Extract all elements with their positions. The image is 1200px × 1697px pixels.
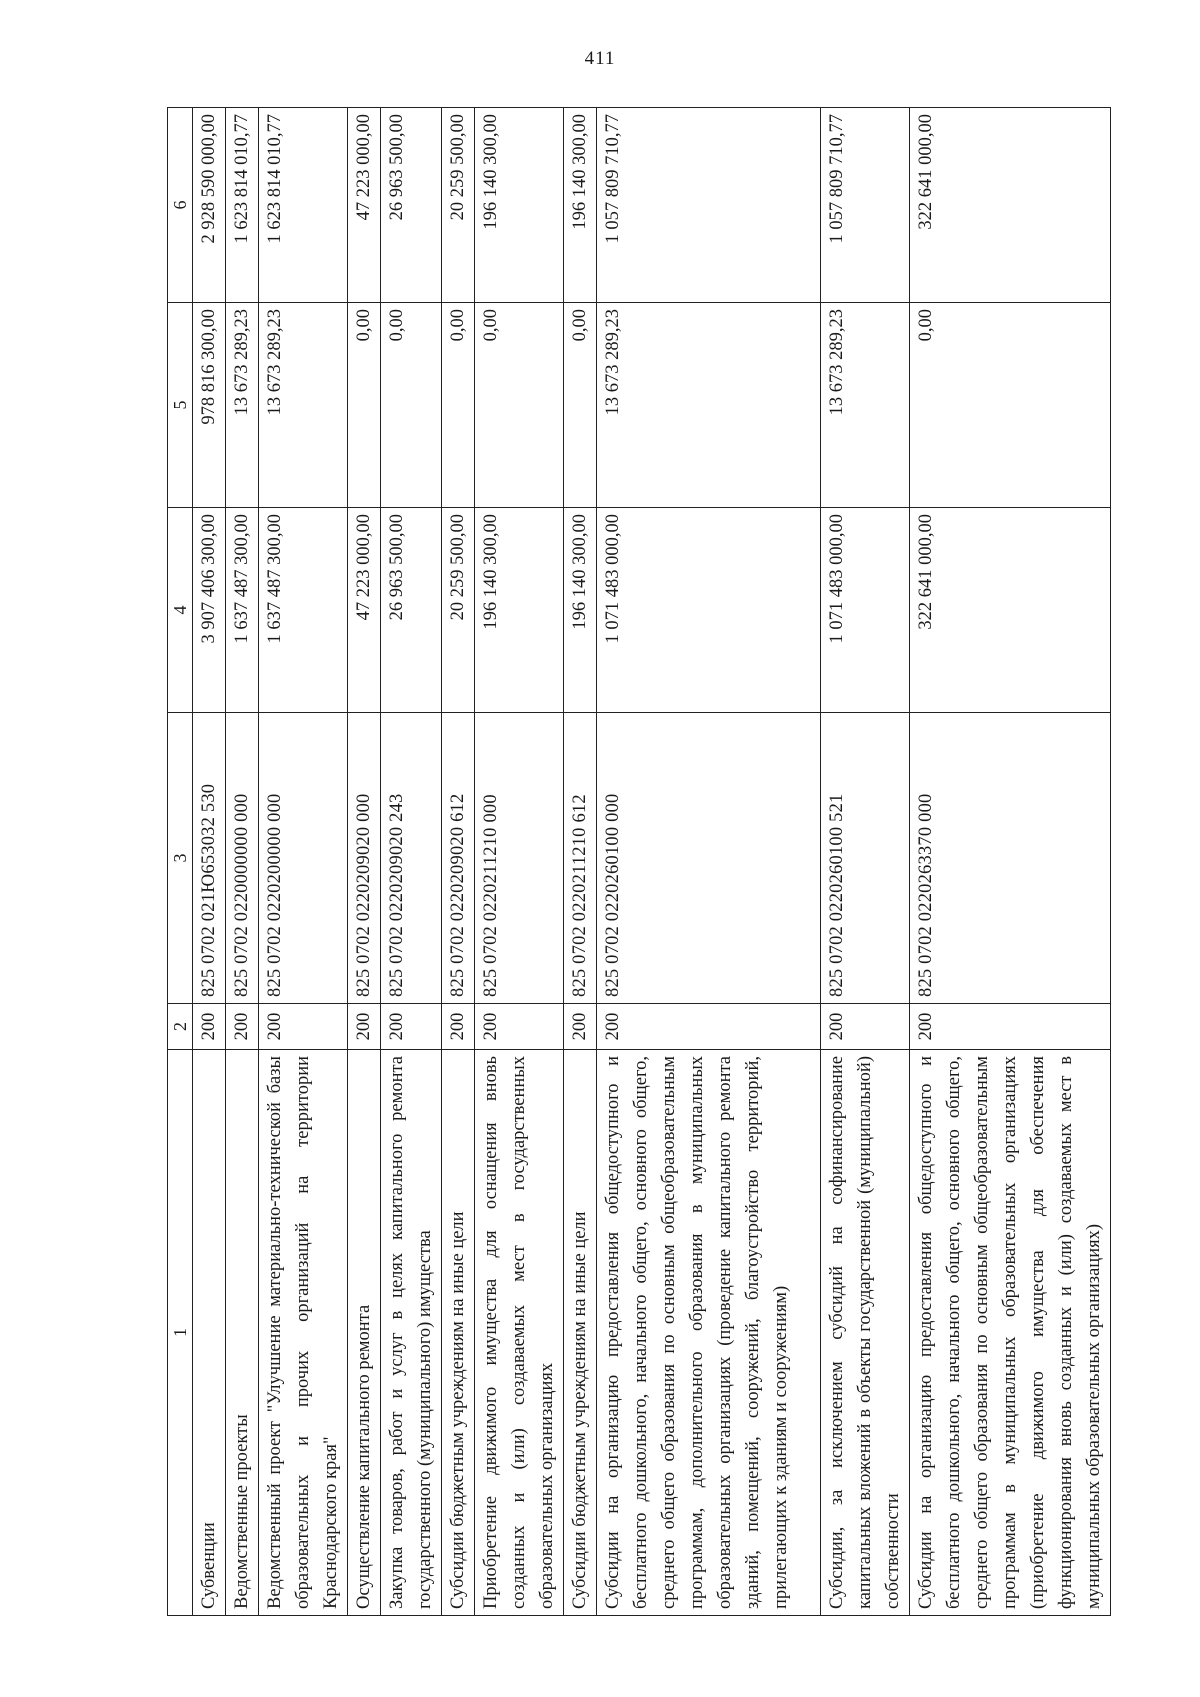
row-col5-cell: 0,00	[910, 303, 1111, 508]
row-col4-cell: 1 637 487 300,00	[226, 508, 259, 713]
table-row	[475, 108, 564, 1616]
budget-table	[167, 107, 1111, 1616]
row-col6-cell: 20 259 500,00	[442, 108, 475, 303]
row-col6-cell: 2 928 590 000,00	[193, 108, 226, 303]
row-col6-cell: 196 140 300,00	[475, 108, 564, 303]
row-code-cell: 200	[381, 1004, 442, 1050]
table-row	[381, 108, 442, 1616]
row-name-cell: Субсидии, за исключением субсидий на софинансирование капитальных вложений в объекты государственной (муниципальной) собственности	[821, 1050, 910, 1616]
row-col4-cell: 1 637 487 300,00	[259, 508, 348, 713]
row-name-cell: Ведомственные проекты	[226, 1050, 259, 1616]
row-code-cell: 200	[348, 1004, 381, 1050]
budget-table-frame	[167, 108, 1104, 1616]
row-col5-cell: 978 816 300,00	[193, 303, 226, 508]
row-kbk-cell: 825 0702 0220209020 000	[348, 713, 381, 1004]
row-col5-cell: 13 673 289,23	[259, 303, 348, 508]
row-code-cell: 200	[564, 1004, 597, 1050]
header-col-5: 5	[168, 303, 193, 508]
row-col5-cell: 0,00	[475, 303, 564, 508]
row-col6-cell: 1 057 809 710,77	[821, 108, 910, 303]
table-row	[226, 108, 259, 1616]
row-name-cell: Субсидии на организацию предоставления общедоступного и бесплатного дошкольного, начального общего, основного общего, среднего общего образования по основным общеобразовательным программам, дополнительного образования в муниципальных образовательных организациях (проведение капитального ремонта зданий, помещений, сооружений, благоустройство территорий, прилегающих к зданиям и сооружениям)	[597, 1050, 821, 1616]
table-row	[910, 108, 1111, 1616]
row-kbk-cell: 825 0702 0220209020 612	[442, 713, 475, 1004]
row-col6-cell: 196 140 300,00	[564, 108, 597, 303]
row-col6-cell: 47 223 000,00	[348, 108, 381, 303]
row-name-cell: Субсидии на организацию предоставления общедоступного и бесплатного дошкольного, начального общего, основного общего, среднего общего образования по основным общеобразовательным программам в муниципальных образовательных организациях (приобретение движимого имущества для обеспечения функционирования вновь созданных и (или) создаваемых мест в муниципальных образовательных организациях)	[910, 1050, 1111, 1616]
row-col6-cell: 26 963 500,00	[381, 108, 442, 303]
header-col-4: 4	[168, 508, 193, 713]
row-name-cell: Осуществление капитального ремонта	[348, 1050, 381, 1616]
row-kbk-cell: 825 0702 0220000000 000	[226, 713, 259, 1004]
row-code-cell: 200	[597, 1004, 821, 1050]
row-col5-cell: 0,00	[564, 303, 597, 508]
row-col4-cell: 20 259 500,00	[442, 508, 475, 713]
row-col4-cell: 47 223 000,00	[348, 508, 381, 713]
row-col4-cell: 3 907 406 300,00	[193, 508, 226, 713]
row-kbk-cell: 825 0702 0220211210 000	[475, 713, 564, 1004]
row-col5-cell: 13 673 289,23	[226, 303, 259, 508]
row-name-cell: Приобретение движимого имущества для оснащения вновь созданных и (или) создаваемых мест в государственных образовательных организациях	[475, 1050, 564, 1616]
row-kbk-cell: 825 0702 021Ю653032 530	[193, 713, 226, 1004]
row-kbk-cell: 825 0702 0220260100 000	[597, 713, 821, 1004]
row-col6-cell: 1 623 814 010,77	[226, 108, 259, 303]
row-col4-cell: 1 071 483 000,00	[821, 508, 910, 713]
row-name-cell: Субвенции	[193, 1050, 226, 1616]
row-col4-cell: 196 140 300,00	[475, 508, 564, 713]
row-col5-cell: 13 673 289,23	[821, 303, 910, 508]
row-name-cell: Субсидии бюджетным учреждениям на иные цели	[564, 1050, 597, 1616]
row-code-cell: 200	[821, 1004, 910, 1050]
row-code-cell: 200	[193, 1004, 226, 1050]
header-row	[168, 108, 193, 1616]
row-col6-cell: 322 641 000,00	[910, 108, 1111, 303]
header-col-1: 1	[168, 1050, 193, 1616]
row-col5-cell: 0,00	[348, 303, 381, 508]
table-row	[564, 108, 597, 1616]
table-body	[193, 108, 1111, 1616]
row-kbk-cell: 825 0702 0220263370 000	[910, 713, 1111, 1004]
row-col4-cell: 1 071 483 000,00	[597, 508, 821, 713]
header-col-2: 2	[168, 1004, 193, 1050]
table-row	[259, 108, 348, 1616]
row-code-cell: 200	[226, 1004, 259, 1050]
table-row	[597, 108, 821, 1616]
table-row	[348, 108, 381, 1616]
header-col-3: 3	[168, 713, 193, 1004]
row-col4-cell: 26 963 500,00	[381, 508, 442, 713]
row-col5-cell: 0,00	[381, 303, 442, 508]
header-col-6: 6	[168, 108, 193, 303]
row-code-cell: 200	[259, 1004, 348, 1050]
row-code-cell: 200	[442, 1004, 475, 1050]
row-name-cell: Субсидии бюджетным учреждениям на иные цели	[442, 1050, 475, 1616]
row-kbk-cell: 825 0702 0220200000 000	[259, 713, 348, 1004]
table-row	[193, 108, 226, 1616]
page-number: 411	[584, 48, 616, 69]
row-name-cell: Закупка товаров, работ и услуг в целях капитального ремонта государственного (муниципального) имущества	[381, 1050, 442, 1616]
row-col5-cell: 13 673 289,23	[597, 303, 821, 508]
row-col4-cell: 322 641 000,00	[910, 508, 1111, 713]
row-code-cell: 200	[475, 1004, 564, 1050]
row-name-cell: Ведомственный проект "Улучшение материально-технической базы образовательных и прочих организаций на территории Краснодарского края"	[259, 1050, 348, 1616]
row-code-cell: 200	[910, 1004, 1111, 1050]
row-col6-cell: 1 623 814 010,77	[259, 108, 348, 303]
budget-table-rotated	[167, 108, 1104, 1616]
row-col4-cell: 196 140 300,00	[564, 508, 597, 713]
table-header	[168, 108, 193, 1616]
row-col6-cell: 1 057 809 710,77	[597, 108, 821, 303]
row-col5-cell: 0,00	[442, 303, 475, 508]
row-kbk-cell: 825 0702 0220211210 612	[564, 713, 597, 1004]
row-kbk-cell: 825 0702 0220260100 521	[821, 713, 910, 1004]
table-row	[821, 108, 910, 1616]
table-row	[442, 108, 475, 1616]
row-kbk-cell: 825 0702 0220209020 243	[381, 713, 442, 1004]
